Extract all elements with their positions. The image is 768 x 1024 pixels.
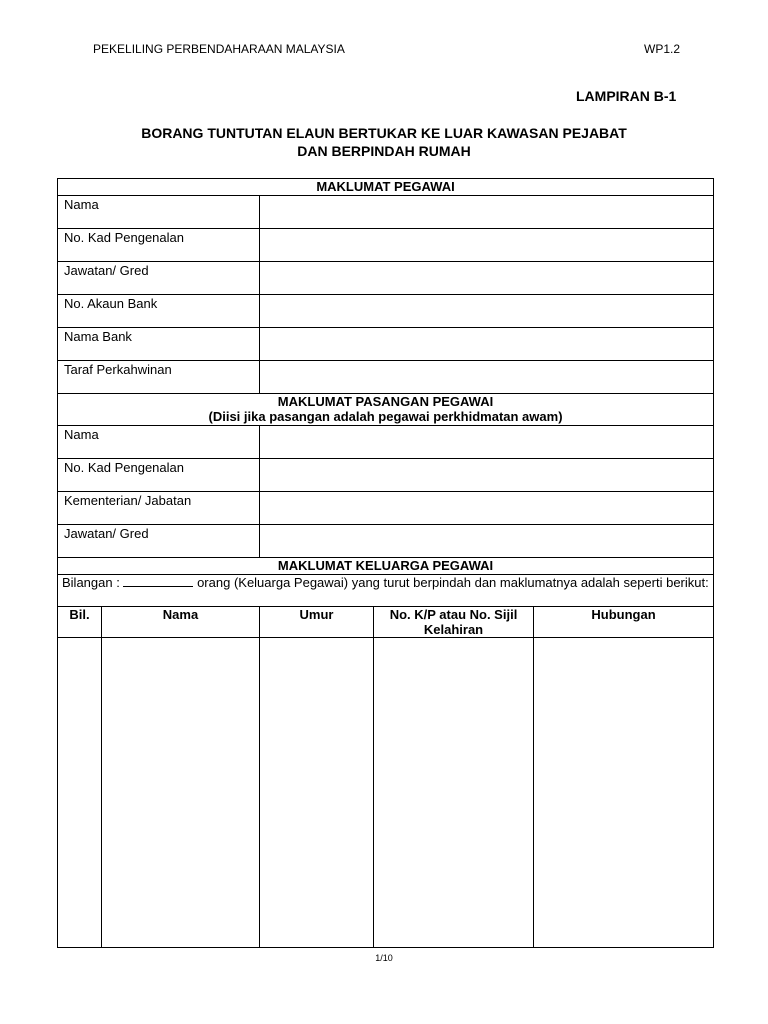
- section-heading-pegawai: MAKLUMAT PEGAWAI: [58, 179, 714, 196]
- pasangan-kad-pengenalan-input-cell[interactable]: [260, 459, 714, 492]
- column-header-umur: Umur: [260, 607, 374, 638]
- column-header-nama: Nama: [102, 607, 260, 638]
- field-label: No. Kad Pengenalan: [58, 459, 260, 492]
- column-header-hubungan: Hubungan: [534, 607, 714, 638]
- kad-pengenalan-input-cell[interactable]: [260, 229, 714, 262]
- section-heading-keluarga: MAKLUMAT KELUARGA PEGAWAI: [58, 558, 714, 575]
- bilangan-statement: [58, 575, 714, 607]
- field-label: No. Akaun Bank: [58, 295, 260, 328]
- section-heading-pasangan-note: (Diisi jika pasangan adalah pegawai perkhidmatan awam): [208, 409, 563, 424]
- pasangan-jawatan-input-cell[interactable]: [260, 525, 714, 558]
- bilangan-prefix: Bilangan :: [62, 575, 120, 590]
- field-label: Nama Bank: [58, 328, 260, 361]
- form-title-line-1: BORANG TUNTUTAN ELAUN BERTUKAR KE LUAR KAWASAN PEJABAT: [141, 125, 627, 141]
- nama-bank-input-cell[interactable]: [260, 328, 714, 361]
- field-label: Nama: [58, 196, 260, 229]
- column-header-kp: No. K/P atau No. Sijil Kelahiran: [374, 607, 534, 638]
- field-label: Taraf Perkahwinan: [58, 361, 260, 394]
- section-heading-pasangan: [58, 394, 714, 426]
- running-header-code: WP1.2: [644, 42, 681, 56]
- umur-entry-cell[interactable]: [260, 638, 374, 948]
- field-label: Nama: [58, 426, 260, 459]
- field-label: Kementerian/ Jabatan: [58, 492, 260, 525]
- column-header-bil: Bil.: [58, 607, 102, 638]
- form-title: [0, 124, 768, 160]
- field-label: Jawatan/ Gred: [58, 525, 260, 558]
- kp-entry-cell[interactable]: [374, 638, 534, 948]
- nama-input-cell[interactable]: [260, 196, 714, 229]
- pasangan-kementerian-input-cell[interactable]: [260, 492, 714, 525]
- bilangan-blank[interactable]: [123, 575, 193, 587]
- bil-entry-cell[interactable]: [58, 638, 102, 948]
- running-header-title: PEKELILING PERBENDAHARAAN MALAYSIA: [93, 42, 345, 56]
- jawatan-gred-input-cell[interactable]: [260, 262, 714, 295]
- akaun-bank-input-cell[interactable]: [260, 295, 714, 328]
- pasangan-nama-input-cell[interactable]: [260, 426, 714, 459]
- claim-form-table: [57, 178, 714, 948]
- appendix-label: LAMPIRAN B-1: [576, 88, 677, 104]
- field-label: Jawatan/ Gred: [58, 262, 260, 295]
- taraf-perkahwinan-input-cell[interactable]: [260, 361, 714, 394]
- nama-entry-cell[interactable]: [102, 638, 260, 948]
- field-label: No. Kad Pengenalan: [58, 229, 260, 262]
- section-heading-pasangan-title: MAKLUMAT PASANGAN PEGAWAI: [277, 394, 494, 409]
- bilangan-suffix: orang (Keluarga Pegawai) yang turut berpindah dan maklumatnya adalah seperti berikut:: [197, 575, 709, 590]
- hubungan-entry-cell[interactable]: [534, 638, 714, 948]
- page-number: 1/10: [375, 953, 393, 963]
- form-title-line-2: DAN BERPINDAH RUMAH: [297, 143, 471, 159]
